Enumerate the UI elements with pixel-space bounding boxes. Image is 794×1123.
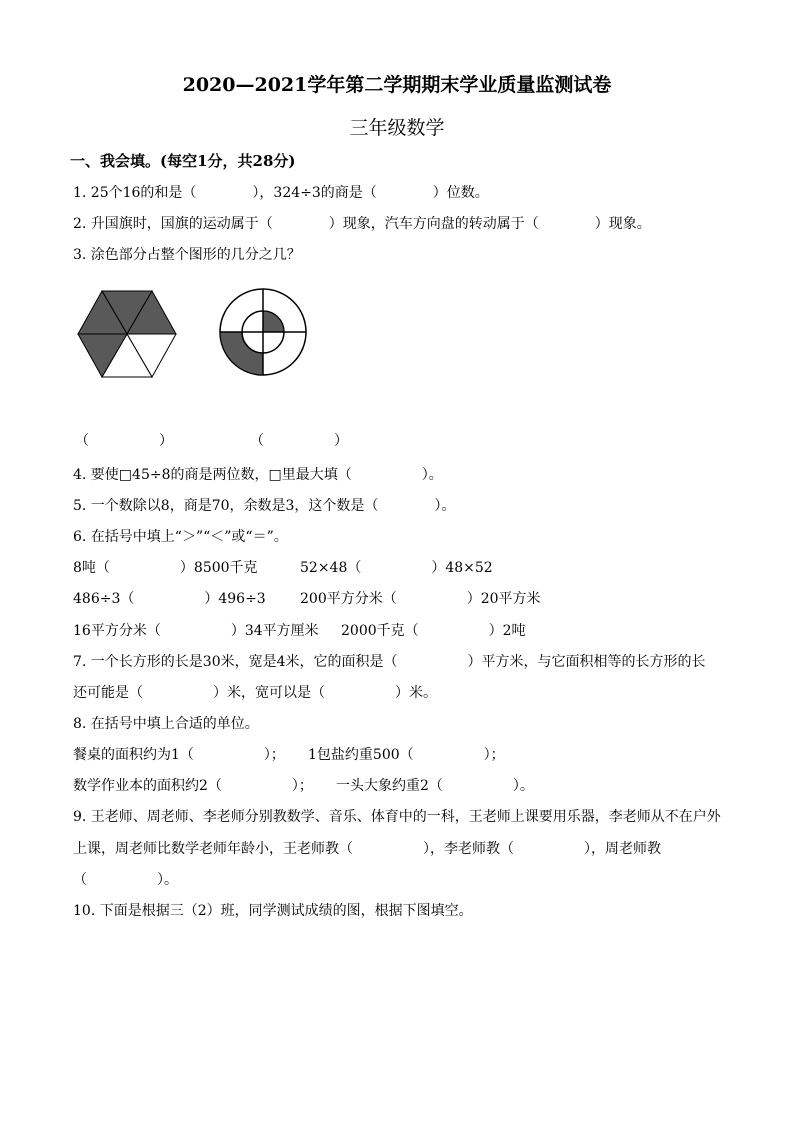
question-9-line-1: 9. 王老师、周老师、李老师分别教数学、音乐、体育中的一科，王老师上课要用乐器，李老师从不在户外 (73, 809, 721, 825)
question-5: 5. 一个数除以8，商是70，余数是3，这个数是（ ）。 (73, 498, 456, 514)
question-3: 3. 涂色部分占整个图形的几分之几？ (73, 247, 301, 263)
question-4: 4. 要使□45÷8的商是两位数，□里最大填（ ）。 (73, 467, 443, 483)
question-8: 8. 在括号中填上合适的单位。 (73, 716, 259, 732)
q8-row2-right[interactable]: 一头大象约重2（ ）。 (336, 778, 534, 794)
q3-answer-b[interactable]: （ ） (250, 433, 348, 449)
question-10: 10. 下面是根据三（2）班，同学测试成绩的图，根据下图填空。 (73, 903, 473, 919)
q6-row3-left[interactable]: 16平方分米（ ）34平方厘米 (73, 623, 319, 639)
ring-figure (218, 287, 308, 377)
q6-row1-left[interactable]: 8吨（ ）8500千克 (73, 560, 258, 576)
question-7-line-1: 7. 一个长方形的长是30米，宽是4米，它的面积是（ ）平方米，与它面积相等的长方形的长 (73, 654, 706, 670)
question-7-line-2: 还可能是（ ）米，宽可以是（ ）米。 (73, 685, 437, 701)
question-2: 2. 升国旗时，国旗的运动属于（ ）现象，汽车方向盘的转动属于（ ）现象。 (73, 216, 651, 232)
question-6: 6. 在括号中填上“＞”“＜”或“＝”。 (73, 529, 288, 545)
q6-row3-right[interactable]: 2000千克（ ）2吨 (341, 623, 526, 639)
hexagon-figure (77, 290, 177, 378)
q6-row1-right[interactable]: 52×48（ ）48×52 (300, 560, 493, 576)
q6-row2-left[interactable]: 486÷3（ ）496÷3 (73, 591, 266, 607)
question-9-line-2: 上课，周老师比数学老师年龄小，王老师教（ ），李老师教（ ），周老师教 (73, 841, 661, 857)
section-heading: 一、我会填。(每空1分，共28分) (70, 152, 296, 170)
q8-row1-left[interactable]: 餐桌的面积约为1（ ）； (73, 747, 285, 763)
q8-row2-left[interactable]: 数学作业本的面积约2（ ）； (73, 778, 313, 794)
question-9-line-3: （ ）。 (73, 872, 178, 888)
exam-title: 2020—2021学年第二学期期末学业质量监测试卷 (182, 74, 612, 96)
q6-row2-right[interactable]: 200平方分米（ ）20平方米 (300, 591, 541, 607)
q8-row1-right[interactable]: 1包盐约重500（ ）； (308, 747, 505, 763)
q3-answer-a[interactable]: （ ） (75, 433, 173, 449)
question-1: 1. 25个16的和是（ ），324÷3的商是（ ）位数。 (73, 185, 489, 201)
exam-subtitle: 三年级数学 (349, 117, 445, 139)
